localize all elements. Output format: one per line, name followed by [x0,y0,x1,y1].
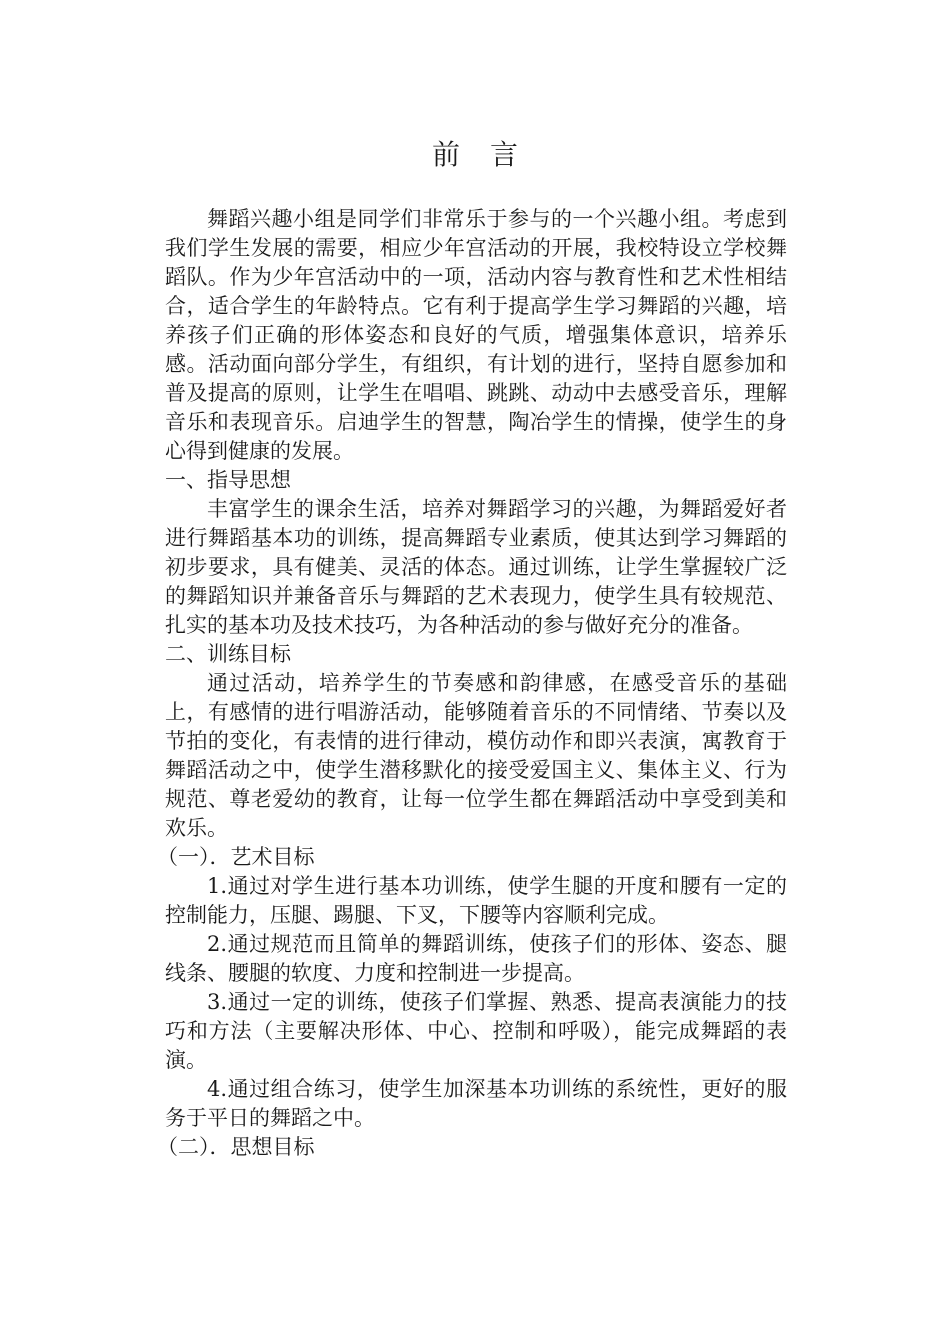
art-goal-item: 2.通过规范而且简单的舞蹈训练，使孩子们的形体、姿态、腿线条、腰腿的软度、力度和控制进一步提高。 [165,932,787,985]
section-heading-training-goals: 二、训练目标 [165,642,291,666]
art-goal-item: 3.通过一定的训练，使孩子们掌握、熟悉、提高表演能力的技巧和方法（主要解决形体、中心、控制和呼吸），能完成舞蹈的表演。 [165,990,787,1072]
training-goals-paragraph: 通过活动，培养学生的节奏感和韵律感，在感受音乐的基础上，有感情的进行唱游活动，能够随着音乐的不同情绪、节奏以及节拍的变化，有表情的进行律动，模仿动作和即兴表演，寓教育于舞蹈活动之中，使学生潜移默化的接受爱国主义、集体主义、行为规范、尊老爱幼的教育，让每一位学生都在舞蹈活动中享受到美和欢乐。 [165,671,787,840]
guiding-thought-paragraph: 丰富学生的课余生活，培养对舞蹈学习的兴趣，为舞蹈爱好者进行舞蹈基本功的训练，提高舞蹈专业素质，使其达到学习舞蹈的初步要求，具有健美、灵活的体态。通过训练，让学生掌握较广泛的舞蹈知识并兼备音乐与舞蹈的艺术表现力，使学生具有较规范、扎实的基本功及技术技巧，为各种活动的参与做好充分的准备。 [165,497,787,637]
subsection-heading-art-goals: （一）．艺术目标 [157,845,315,869]
page-title: 前言 [431,138,548,171]
document-body [157,205,787,1162]
art-goal-item: 1.通过对学生进行基本功训练，使学生腿的开度和腰有一定的控制能力，压腿、踢腿、下叉，下腰等内容顺利完成。 [165,874,787,927]
preface-paragraph: 舞蹈兴趣小组是同学们非常乐于参与的一个兴趣小组。考虑到我们学生发展的需要，相应少年宫活动的开展，我校特设立学校舞蹈队。作为少年宫活动中的一项，活动内容与教育性和艺术性相结合，适合学生的年龄特点。它有利于提高学生学习舞蹈的兴趣，培养孩子们正确的形体姿态和良好的气质，增强集体意识，培养乐感。活动面向部分学生，有组织，有计划的进行，坚持自愿参加和普及提高的原则，让学生在唱唱、跳跳、动动中去感受音乐，理解音乐和表现音乐。启迪学生的智慧，陶冶学生的情操，使学生的身心得到健康的发展。 [165,207,787,463]
subsection-heading-ideological-goals: （二）．思想目标 [157,1135,315,1159]
section-heading-guiding-thought: 一、指导思想 [165,468,291,492]
art-goal-item: 4.通过组合练习，使学生加深基本功训练的系统性，更好的服务于平日的舞蹈之中。 [165,1077,787,1130]
